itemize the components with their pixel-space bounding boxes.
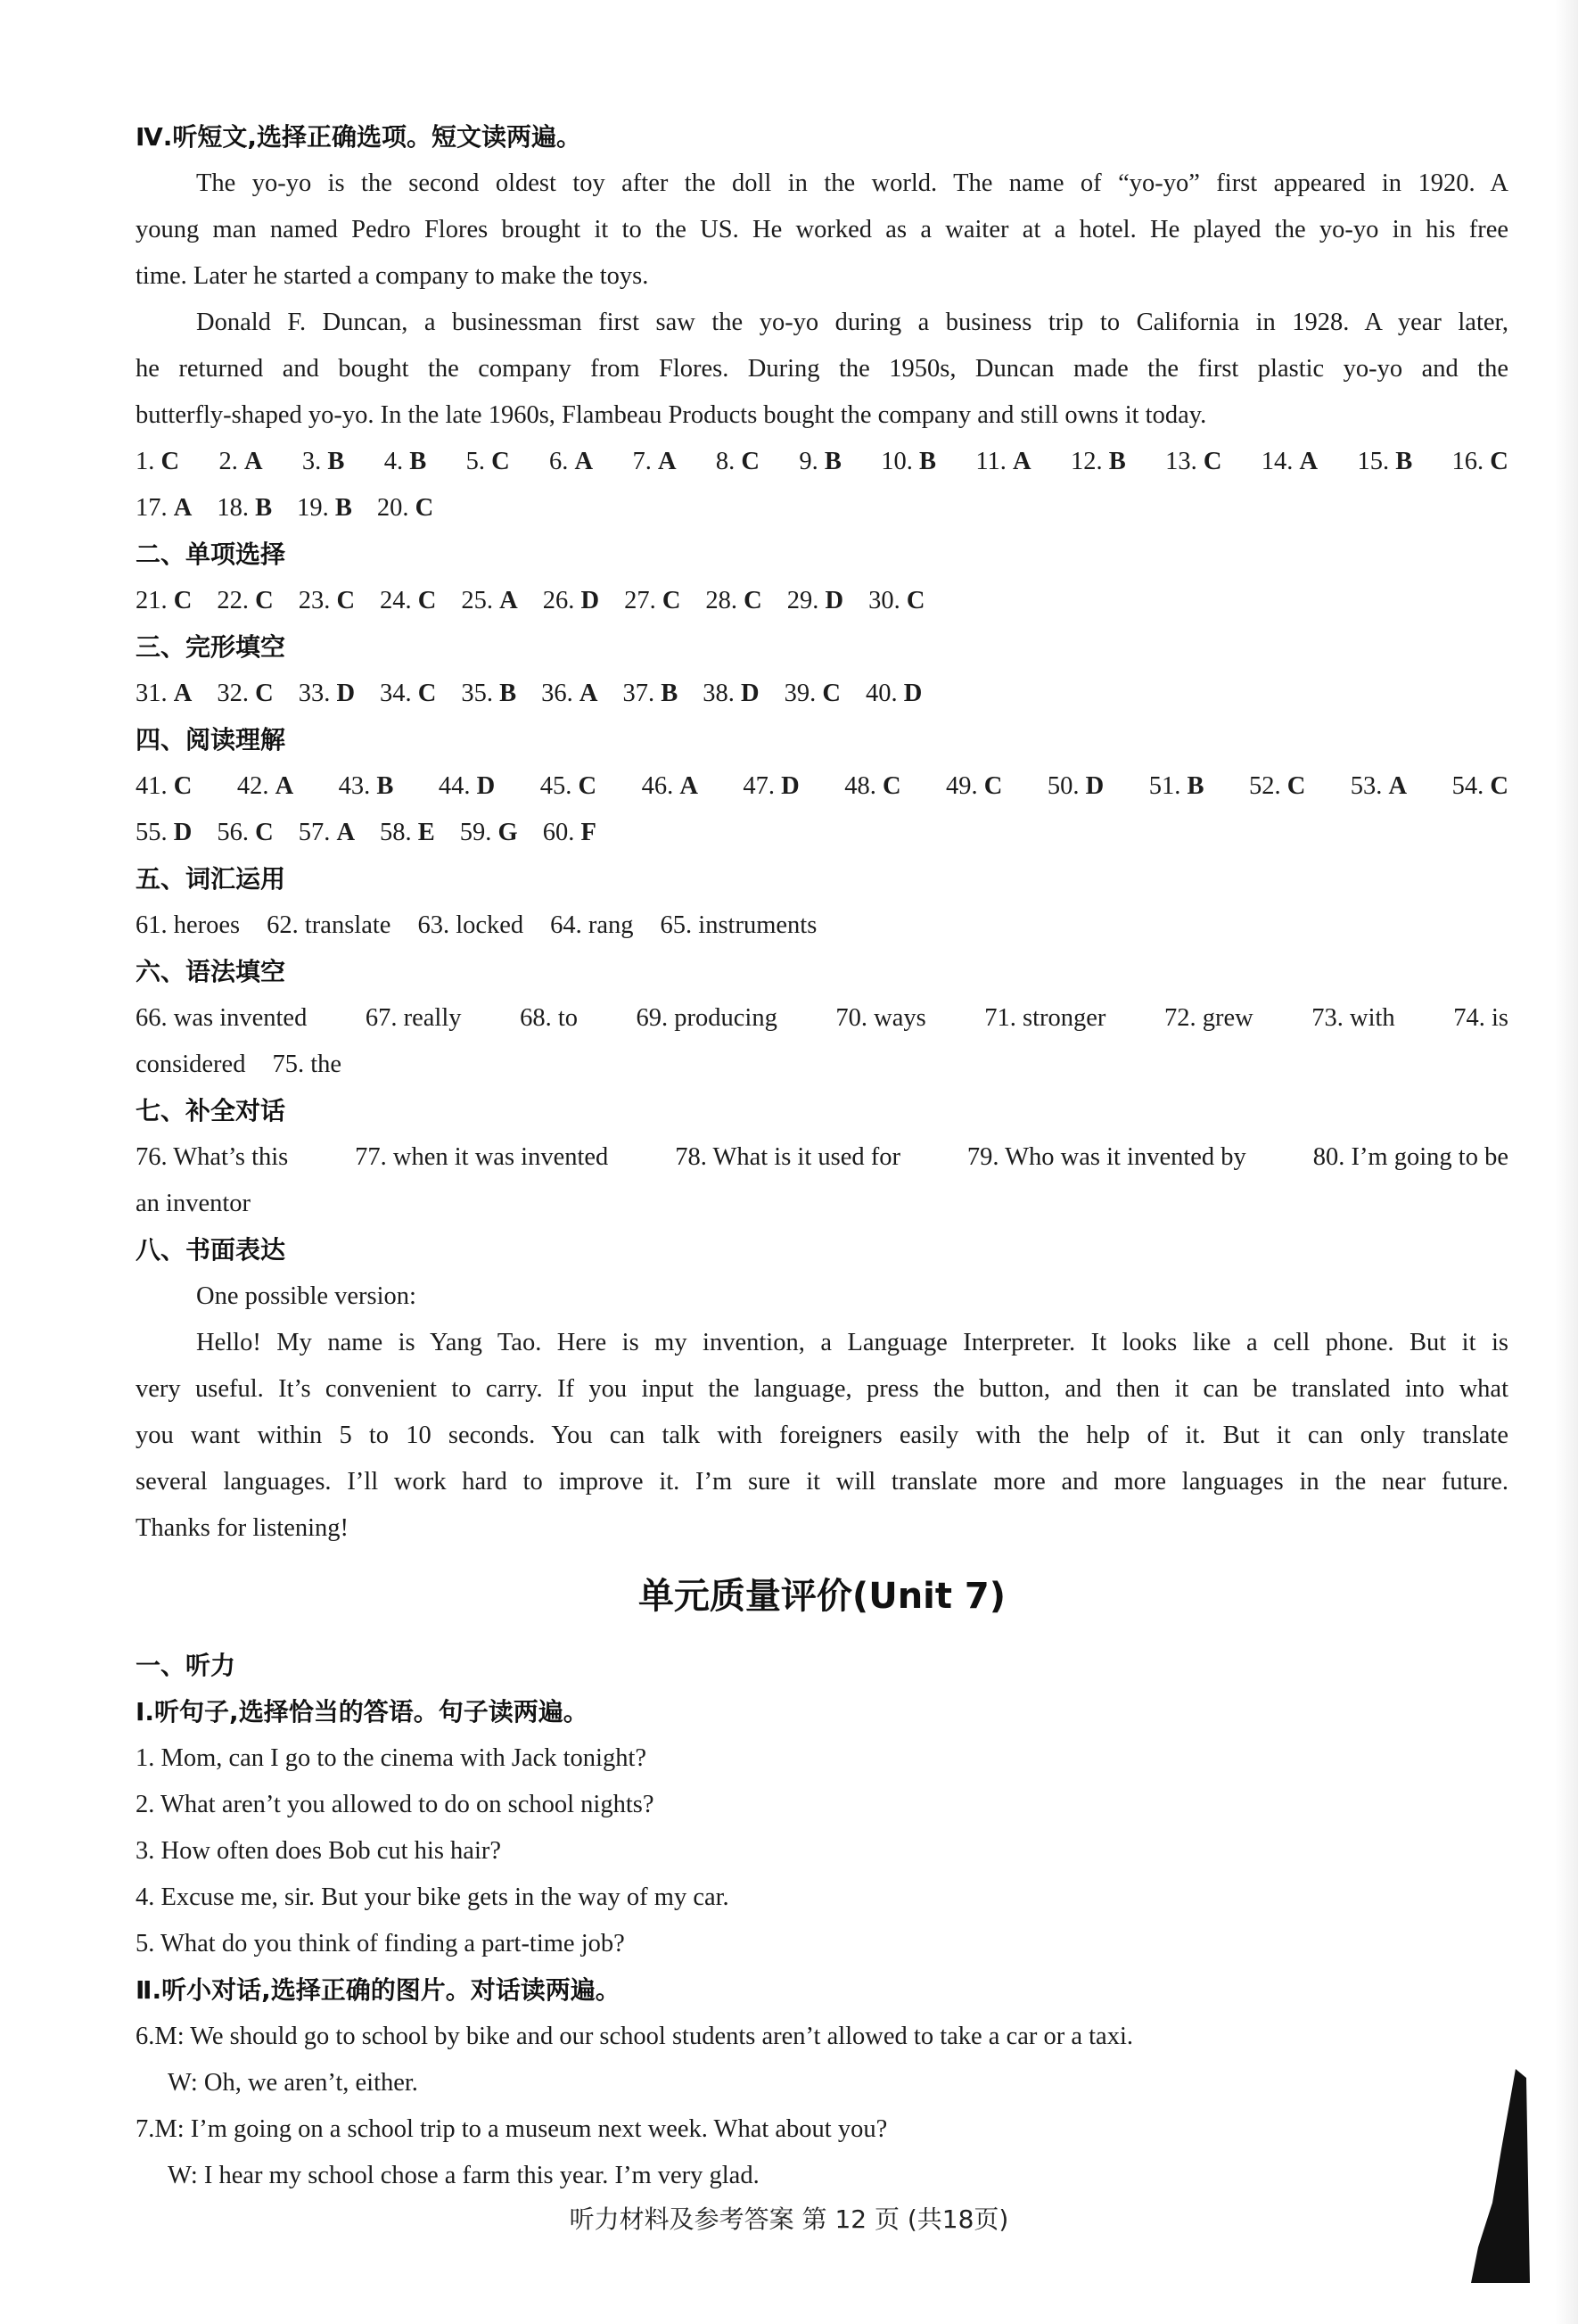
answer-number: 7. xyxy=(632,448,658,475)
answer-number: 42. xyxy=(236,772,275,800)
answer-letter: C xyxy=(1490,772,1508,800)
answer-item: 73. with xyxy=(1311,1004,1395,1032)
essay-line: Thanks for listening! xyxy=(136,1514,349,1542)
answer-item xyxy=(543,810,596,856)
answer-item xyxy=(380,671,436,717)
page-footer: 听力材料及参考答案 第 12 页 (共18页) xyxy=(569,2205,1009,2234)
answer-item xyxy=(743,763,799,810)
answer-letter: A xyxy=(173,494,193,522)
answer-number: 37. xyxy=(622,680,662,707)
answer-item xyxy=(136,671,192,717)
answer-item xyxy=(1165,439,1221,485)
answer-letter: D xyxy=(741,680,760,707)
passage-line: butterfly-shaped yo-yo. In the late 1960s, Flambeau Products bought the company and still owns it today. xyxy=(136,401,1207,429)
answer-item xyxy=(380,810,435,856)
answer-item: 63. locked xyxy=(417,911,524,939)
answer-item: 62. translate xyxy=(267,911,391,939)
answer-item xyxy=(136,578,192,624)
answer-letter: B xyxy=(409,448,427,475)
answer-letter: C xyxy=(417,680,437,707)
answer-item xyxy=(703,671,759,717)
answer-number: 20. xyxy=(376,494,415,522)
answer-letter: A xyxy=(275,772,294,800)
answer-item: 66. was invented xyxy=(136,1004,308,1032)
section-8-heading: 八、书面表达 xyxy=(136,1235,286,1265)
answer-letter: C xyxy=(173,772,193,800)
answer-number: 27. xyxy=(624,587,662,614)
answer-item xyxy=(540,763,596,810)
answer-number: 45. xyxy=(539,772,579,800)
answer-number: 59. xyxy=(459,819,498,846)
answer-number: 51. xyxy=(1148,772,1188,800)
answer-letter: A xyxy=(173,680,193,707)
answer-letter: A xyxy=(657,448,677,475)
answer-item xyxy=(461,671,516,717)
passage-line: time. Later he started a company to make the toys. xyxy=(136,262,649,290)
dialog-6-speaker-w: W: Oh, we aren’t, either. xyxy=(168,2069,418,2097)
answer-number: 57. xyxy=(298,819,337,846)
answer-item xyxy=(302,439,345,485)
answer-letter: B xyxy=(334,494,352,522)
answer-number: 21. xyxy=(136,587,174,614)
answer-row-21-30 xyxy=(136,578,1508,624)
answer-letter: B xyxy=(499,680,517,707)
answer-item xyxy=(705,578,761,624)
answer-letter: B xyxy=(376,772,394,800)
answer-item xyxy=(136,439,179,485)
passage-line: The yo-yo is the second oldest toy after the doll in the world. The name of “yo-yo” first appeared in 1920. A xyxy=(196,169,1508,197)
answer-letter: A xyxy=(679,772,698,800)
answer-row-55-60 xyxy=(136,810,1508,856)
dialog-7-speaker-m xyxy=(136,2106,1508,2153)
answer-letter: B xyxy=(255,494,273,522)
passage-line: young man named Pedro Flores brought it to the US. He worked as a waiter at a hotel. He played the yo-yo in his free xyxy=(136,216,1508,243)
answer-letter: C xyxy=(822,680,841,707)
answer-number: 58. xyxy=(380,819,418,846)
answer-number: 1. xyxy=(136,448,161,475)
section-6-heading: 六、语法填空 xyxy=(136,957,286,986)
answer-letter: C xyxy=(255,819,274,846)
answer-letter: D xyxy=(580,587,600,614)
answer-item xyxy=(975,439,1031,485)
answer-item xyxy=(1351,763,1407,810)
answer-number: 5. xyxy=(465,448,492,475)
answer-number: 40. xyxy=(865,680,904,707)
answer-item xyxy=(466,439,510,485)
answer-row-66-74 xyxy=(136,995,1508,1042)
dialog-7-speaker-w: W: I hear my school chose a farm this year. I’m very glad. xyxy=(168,2162,760,2189)
answer-number: 2. xyxy=(218,448,244,475)
answer-number: 33. xyxy=(298,680,337,707)
answer-item xyxy=(136,763,192,810)
answer-item xyxy=(881,439,936,485)
answer-item xyxy=(1249,763,1305,810)
answer-letter: B xyxy=(918,448,936,475)
page-corner-shadow xyxy=(1462,2069,1533,2283)
answer-item xyxy=(716,439,760,485)
answer-letter: A xyxy=(336,819,356,846)
answer-number: 32. xyxy=(217,680,256,707)
answer-item xyxy=(1071,439,1126,485)
answer-number: 23. xyxy=(298,587,337,614)
answer-item xyxy=(299,578,355,624)
essay-body xyxy=(136,1320,1508,1552)
answer-letter: B xyxy=(824,448,842,475)
listening-item: 3. How often does Bob cut his hair? xyxy=(136,1837,502,1865)
passage-line: Donald F. Duncan, a businessman first saw the yo-yo during a business trip to California in 1928. A year later, xyxy=(196,309,1508,336)
unit-title: 单元质量评价(Unit 7) xyxy=(637,1576,1007,1617)
answer-letter: D xyxy=(1085,772,1105,800)
answer-row-31-40 xyxy=(136,671,1508,717)
answer-number: 56. xyxy=(217,819,256,846)
answer-item xyxy=(136,485,192,532)
answer-item xyxy=(377,485,433,532)
answer-letter: C xyxy=(983,772,1003,800)
answer-number: 39. xyxy=(784,680,823,707)
document-page xyxy=(136,114,1508,2199)
section-2-heading: 二、单项选择 xyxy=(136,540,286,569)
answer-item: 65. instruments xyxy=(660,911,818,939)
answer-letter: C xyxy=(1286,772,1306,800)
answer-item xyxy=(380,578,436,624)
answer-item: 79. Who was it invented by xyxy=(966,1143,1246,1171)
answer-letter: C xyxy=(255,587,274,614)
answer-number: 9. xyxy=(799,448,825,475)
answer-letter: D xyxy=(336,680,356,707)
answer-letter: G xyxy=(497,819,518,846)
answer-number: 18. xyxy=(217,494,256,522)
answer-item xyxy=(384,439,427,485)
answer-number: 38. xyxy=(703,680,741,707)
answer-row-17-20 xyxy=(136,485,1508,532)
essay-line: Hello! My name is Yang Tao. Here is my invention, a Language Interpreter. It looks like a cell phone. But it is xyxy=(196,1329,1508,1356)
answer-item: 72. grew xyxy=(1163,1004,1253,1032)
section-3-heading: 三、完形填空 xyxy=(136,632,286,662)
answer-item: 80. I’m going to be xyxy=(1312,1143,1508,1171)
answer-item xyxy=(799,439,842,485)
answer-number: 52. xyxy=(1248,772,1287,800)
answer-letter: E xyxy=(417,819,435,846)
answer-number: 48. xyxy=(844,772,883,800)
answer-item: 71. stronger xyxy=(984,1004,1106,1032)
answer-number: 25. xyxy=(461,587,500,614)
answer-item xyxy=(543,578,599,624)
answer-item: 74. is xyxy=(1453,1004,1508,1032)
listening-heading: 一、听力 xyxy=(136,1651,236,1680)
answer-item xyxy=(217,578,273,624)
answer-number: 13. xyxy=(1165,448,1204,475)
answer-item xyxy=(439,763,495,810)
answer-letter: C xyxy=(173,587,193,614)
answer-row-61-65 xyxy=(136,902,1508,949)
section-4-heading: 四、阅读理解 xyxy=(136,725,286,754)
answer-letter: A xyxy=(243,448,263,475)
answer-number: 19. xyxy=(297,494,335,522)
dialog-6-speaker-m xyxy=(136,2014,1508,2060)
answer-item xyxy=(866,671,922,717)
answer-letter: C xyxy=(415,494,434,522)
passage-paragraph-1 xyxy=(136,161,1508,300)
answer-number: 34. xyxy=(380,680,418,707)
answer-letter: C xyxy=(882,772,901,800)
answer-letter: A xyxy=(1013,448,1031,475)
answer-number: 17. xyxy=(136,494,174,522)
section-7-heading: 七、补全对话 xyxy=(136,1096,286,1125)
dialog-number: 6. xyxy=(136,2023,155,2050)
answer-item xyxy=(632,439,676,485)
answer-letter: A xyxy=(499,587,518,614)
essay-line: several languages. I’ll work hard to improve it. I’m sure it will translate more and more languages in the near future. xyxy=(136,1468,1508,1496)
answer-item: 67. really xyxy=(365,1004,462,1032)
answer-item xyxy=(549,439,593,485)
answer-number: 50. xyxy=(1047,772,1086,800)
answer-number: 30. xyxy=(868,587,907,614)
answer-number: 46. xyxy=(641,772,680,800)
answer-number: 36. xyxy=(541,680,579,707)
answer-number: 16. xyxy=(1451,448,1491,475)
answer-row-41-54 xyxy=(136,763,1508,810)
answer-item: 69. producing xyxy=(636,1004,777,1032)
answer-item xyxy=(1149,763,1204,810)
answer-letter: A xyxy=(574,448,594,475)
answer-letter: C xyxy=(906,587,925,614)
answer-item xyxy=(844,763,900,810)
answer-letter: C xyxy=(1203,448,1222,475)
answer-letter: C xyxy=(1490,448,1508,475)
answer-item: 77. when it was invented xyxy=(355,1143,609,1171)
answer-letter: C xyxy=(744,587,762,614)
answer-item xyxy=(1262,439,1318,485)
answer-number: 12. xyxy=(1070,448,1109,475)
answer-item xyxy=(217,671,273,717)
answer-number: 44. xyxy=(438,772,477,800)
answer-item xyxy=(642,763,698,810)
section-5-heading: 五、词汇运用 xyxy=(136,864,286,894)
answer-item xyxy=(868,578,925,624)
answer-row-1-16 xyxy=(136,439,1508,485)
answer-number: 49. xyxy=(946,772,984,800)
answer-item xyxy=(622,671,678,717)
answer-number: 14. xyxy=(1261,448,1300,475)
answer-number: 24. xyxy=(380,587,418,614)
answer-item xyxy=(218,439,262,485)
answer-letter: F xyxy=(580,819,596,846)
answer-item xyxy=(217,485,272,532)
answer-number: 47. xyxy=(743,772,782,800)
answer-item: 76. What’s this xyxy=(136,1143,289,1171)
dialog-line: M: I’m going on a school trip to a museum next week. What about you? xyxy=(154,2115,888,2143)
answer-item: 61. heroes xyxy=(136,911,241,939)
answer-letter: C xyxy=(491,448,510,475)
listening-part-2-heading: Ⅱ.听小对话,选择正确的图片。对话读两遍。 xyxy=(136,1975,621,2005)
listening-item: 5. What do you think of finding a part-time job? xyxy=(136,1930,625,1957)
answer-number: 6. xyxy=(549,448,575,475)
answer-item: considered xyxy=(136,1051,246,1078)
answer-number: 4. xyxy=(383,448,410,475)
scan-edge-shadow xyxy=(1555,0,1578,2324)
answer-item xyxy=(785,671,841,717)
answer-letter: B xyxy=(1187,772,1204,800)
answer-letter: A xyxy=(1299,448,1319,475)
answer-letter: A xyxy=(579,680,598,707)
answer-item xyxy=(299,671,355,717)
answer-letter: D xyxy=(173,819,193,846)
answer-number: 3. xyxy=(301,448,328,475)
answer-number: 53. xyxy=(1350,772,1389,800)
answer-letter: C xyxy=(578,772,597,800)
answer-number: 31. xyxy=(136,680,174,707)
answer-item xyxy=(1452,439,1508,485)
answer-item: 70. ways xyxy=(835,1004,926,1032)
answer-letter: C xyxy=(417,587,437,614)
dialog-line: M: We should go to school by bike and our school students aren’t allowed to take a car or a taxi. xyxy=(154,2023,1133,2050)
answer-item xyxy=(460,810,518,856)
answer-item: 78. What is it used for xyxy=(675,1143,900,1171)
essay-line: you want within 5 to 10 seconds. You can talk with foreigners easily with the help of it. But it can only translate xyxy=(136,1422,1508,1449)
answer-letter: C xyxy=(741,448,760,475)
answer-number: 41. xyxy=(136,772,174,800)
section-iv-heading: Ⅳ.听短文,选择正确选项。短文读两遍。 xyxy=(136,122,582,152)
answer-item xyxy=(237,763,293,810)
answer-item xyxy=(1048,763,1104,810)
answer-number: 60. xyxy=(542,819,581,846)
answer-letter: C xyxy=(255,680,274,707)
passage-paragraph-2 xyxy=(136,300,1508,439)
answer-item: 64. rang xyxy=(550,911,634,939)
answer-item: 75. the xyxy=(272,1051,342,1078)
answer-item xyxy=(946,763,1002,810)
answer-letter: B xyxy=(661,680,678,707)
answer-item xyxy=(217,810,273,856)
answer-number: 10. xyxy=(881,448,919,475)
answer-row-74-75 xyxy=(136,1042,1508,1088)
answer-item xyxy=(461,578,517,624)
answer-letter: D xyxy=(825,587,844,614)
listening-item: 1. Mom, can I go to the cinema with Jack tonight? xyxy=(136,1744,647,1772)
answer-item xyxy=(1357,439,1412,485)
listening-item: 2. What aren’t you allowed to do on school nights? xyxy=(136,1791,654,1818)
answer-item xyxy=(297,485,352,532)
listening-item: 4. Excuse me, sir. But your bike gets in the way of my car. xyxy=(136,1883,729,1911)
answer-letter: B xyxy=(1108,448,1126,475)
answer-number: 11. xyxy=(975,448,1014,475)
passage-line: he returned and bought the company from Flores. During the 1950s, Duncan made the first plastic yo-yo and the xyxy=(136,355,1508,383)
answer-number: 15. xyxy=(1357,448,1396,475)
answer-number: 8. xyxy=(715,448,742,475)
answer-item xyxy=(624,578,680,624)
answer-number: 35. xyxy=(461,680,500,707)
answer-number: 22. xyxy=(217,587,256,614)
listening-part-1-heading: Ⅰ.听句子,选择恰当的答语。句子读两遍。 xyxy=(136,1697,588,1727)
answer-letter: D xyxy=(476,772,496,800)
answer-letter: B xyxy=(1395,448,1413,475)
answer-80-continued: an inventor xyxy=(136,1190,251,1217)
answer-number: 29. xyxy=(786,587,826,614)
essay-line: very useful. It’s convenient to carry. If you input the language, press the button, and then it can be translated into what xyxy=(136,1375,1508,1403)
answer-item xyxy=(136,810,192,856)
answer-letter: B xyxy=(327,448,345,475)
dialog-number: 7. xyxy=(136,2115,155,2143)
answer-letter: C xyxy=(336,587,356,614)
answer-number: 43. xyxy=(338,772,377,800)
answer-letter: A xyxy=(1388,772,1408,800)
answer-item xyxy=(339,763,394,810)
answer-row-76-80 xyxy=(136,1134,1508,1181)
answer-item xyxy=(787,578,843,624)
answer-number: 54. xyxy=(1451,772,1491,800)
answer-letter: C xyxy=(662,587,681,614)
answer-number: 26. xyxy=(542,587,581,614)
answer-item xyxy=(299,810,355,856)
answer-letter: D xyxy=(903,680,923,707)
answer-item xyxy=(1452,763,1508,810)
answer-item: 68. to xyxy=(520,1004,578,1032)
answer-number: 55. xyxy=(136,819,174,846)
answer-number: 28. xyxy=(705,587,744,614)
essay-intro: One possible version: xyxy=(196,1282,416,1310)
answer-letter: C xyxy=(160,448,180,475)
answer-letter: D xyxy=(781,772,800,800)
answer-item xyxy=(541,671,597,717)
